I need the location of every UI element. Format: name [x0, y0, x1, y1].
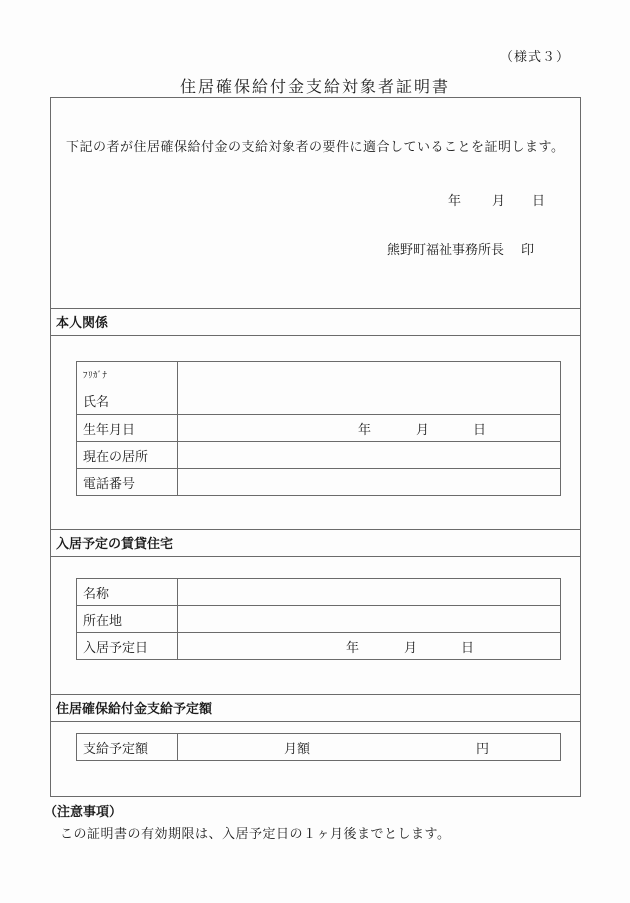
name-label-cell: [77, 362, 178, 415]
monthly-label: 月額: [284, 740, 311, 756]
table-row: [77, 415, 561, 442]
movein-date-label: 入居予定日: [77, 633, 178, 660]
yen-label: 円: [476, 740, 490, 756]
table-row: [77, 633, 561, 660]
phone-input-cell[interactable]: [178, 469, 561, 496]
address-label: 所在地: [77, 606, 178, 633]
amount-table: [76, 733, 561, 761]
residence-label: 現在の居所: [77, 442, 178, 469]
month-label: 月: [404, 639, 418, 655]
month-label: 月: [416, 421, 430, 437]
section-personal: [51, 336, 580, 530]
year-label: 年: [358, 421, 372, 437]
movein-date-input-cell[interactable]: [178, 633, 561, 660]
section-housing: [51, 557, 580, 695]
notes-area: [44, 801, 450, 842]
monthly-amount-input-cell[interactable]: [178, 734, 561, 761]
table-row: [77, 469, 561, 496]
section-amount: [51, 722, 580, 795]
table-row: [77, 734, 561, 761]
housing-name-input-cell[interactable]: [178, 579, 561, 606]
certification-statement-area: [51, 98, 580, 309]
day-label: 日: [473, 421, 487, 437]
issue-date-line: [448, 190, 545, 209]
personal-info-table: [76, 361, 561, 496]
issuer-name: 熊野町福祉事務所長: [386, 242, 504, 257]
table-row: [77, 442, 561, 469]
month-label: 月: [491, 193, 505, 208]
issuer-line: [387, 239, 534, 258]
year-label: 年: [346, 639, 360, 655]
certificate-box: [50, 97, 581, 797]
day-label: 日: [531, 193, 545, 208]
certification-statement: 下記の者が住居確保給付金の支給対象者の要件に適合していることを証明します。: [66, 139, 565, 154]
birthdate-input-cell[interactable]: [178, 415, 561, 442]
phone-label: 電話番号: [77, 469, 178, 496]
furigana-label: ﾌﾘｶﾞﾅ: [83, 371, 108, 381]
form-code-label: （様式３）: [499, 49, 570, 64]
table-row: [77, 579, 561, 606]
address-input-cell[interactable]: [178, 606, 561, 633]
notes-heading: （注意事項）: [44, 804, 123, 819]
name-input-cell[interactable]: [178, 362, 561, 415]
section-heading-amount: 住居確保給付金支給予定額: [51, 695, 580, 722]
year-label: 年: [447, 193, 461, 208]
housing-table: [76, 578, 561, 660]
section-heading-housing: 入居予定の賃貸住宅: [51, 530, 580, 557]
amount-label: 支給予定額: [77, 734, 178, 761]
seal-mark: 印: [520, 242, 534, 257]
notes-body: この証明書の有効期限は、入居予定日の１ヶ月後までとします。: [60, 826, 451, 841]
birthdate-label: 生年月日: [77, 415, 178, 442]
table-row: [77, 362, 561, 415]
name-label: 氏名: [83, 394, 110, 409]
section-heading-personal: 本人関係: [51, 309, 580, 336]
residence-input-cell[interactable]: [178, 442, 561, 469]
table-row: [77, 606, 561, 633]
housing-name-label: 名称: [77, 579, 178, 606]
page-title: 住居確保給付金支給対象者証明書: [179, 79, 450, 96]
day-label: 日: [461, 639, 475, 655]
